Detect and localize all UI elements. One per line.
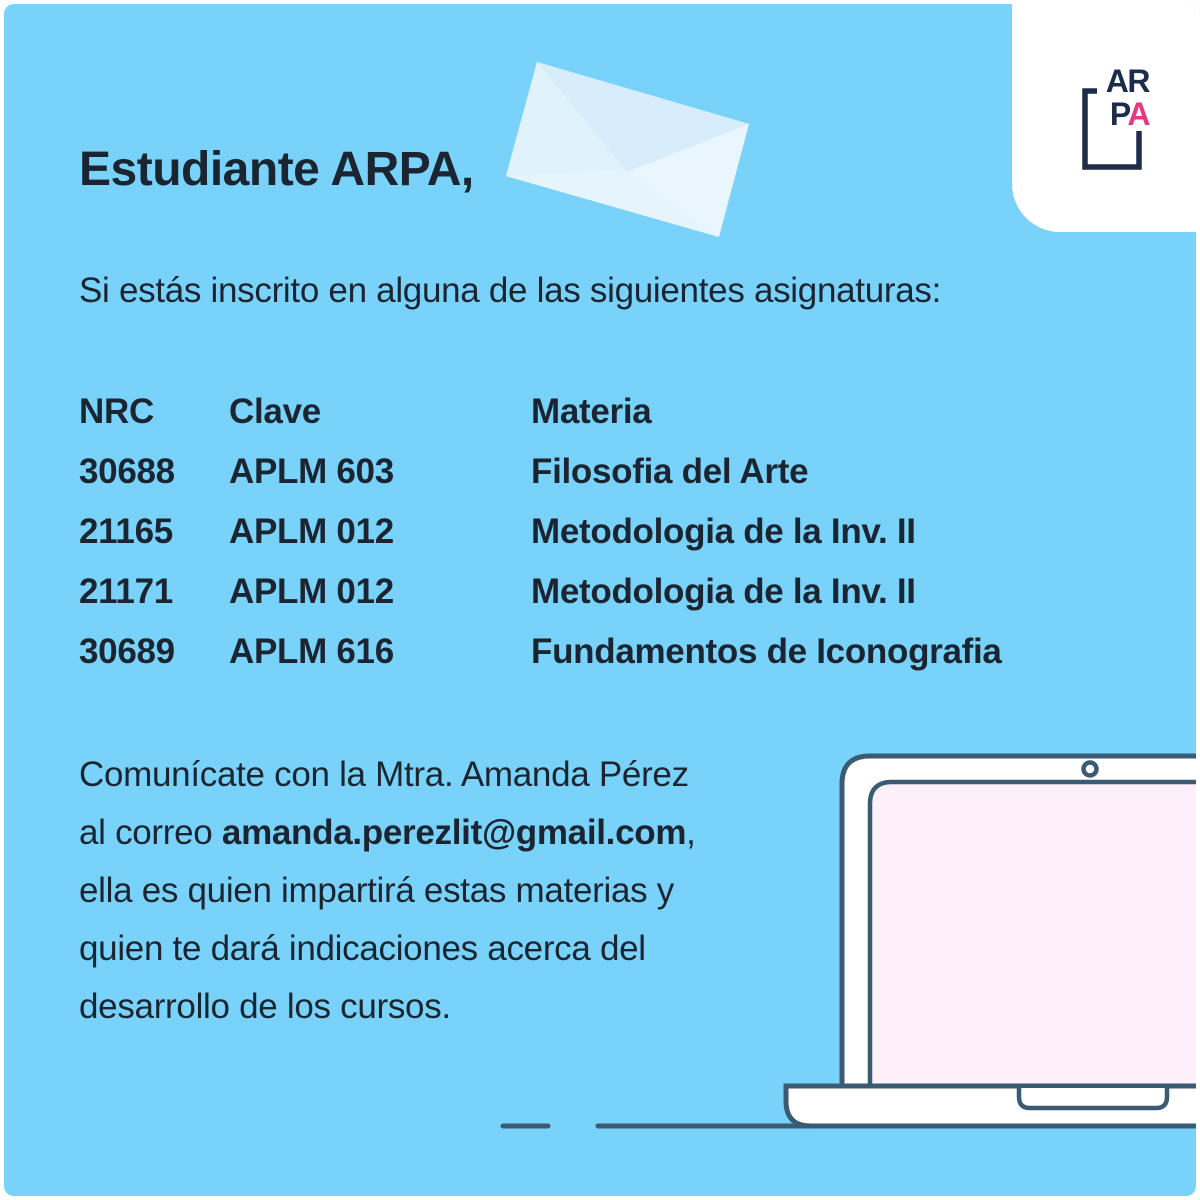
table-cell: 30689	[79, 632, 175, 671]
table-cell: APLM 616	[229, 632, 394, 671]
table-header-cell: Clave	[229, 392, 321, 431]
table-header-row	[79, 382, 1079, 442]
message-line2-suffix: ,	[686, 813, 696, 852]
table-cell: 21165	[79, 512, 173, 551]
table-cell: Metodologia de la Inv. II	[531, 572, 916, 611]
table-cell: APLM 012	[229, 572, 394, 611]
table-cell: 30688	[79, 452, 175, 491]
arpa-logo	[1072, 56, 1158, 176]
table-header-cell: Materia	[531, 392, 652, 431]
course-table	[79, 382, 1079, 682]
table-row	[79, 502, 1079, 562]
table-cell: APLM 012	[229, 512, 394, 551]
table-cell: Fundamentos de Iconografia	[531, 632, 1002, 671]
intro-text: Si estás inscrito en alguna de las siguientes asignaturas:	[79, 271, 942, 310]
table-cell: Metodologia de la Inv. II	[531, 512, 916, 551]
table-cell: 21171	[79, 572, 173, 611]
email-text: amanda.perezlit@gmail.com	[221, 813, 687, 852]
message-line2-prefix: al correo	[79, 813, 222, 852]
logo-text-line1: AR	[1105, 63, 1149, 99]
greeting-title: Estudiante ARPA,	[79, 143, 474, 196]
table-cell: APLM 603	[229, 452, 394, 491]
message-line: Comunícate con la Mtra. Amanda Pérez	[79, 755, 689, 794]
table-row	[79, 622, 1079, 682]
logo-letter-p: P	[1109, 96, 1128, 132]
logo-letter-a: A	[1127, 96, 1149, 132]
laptop-screen	[870, 782, 1196, 1086]
laptop-notch	[1019, 1088, 1167, 1108]
message-line: quien te dará indicaciones acerca del	[79, 929, 646, 968]
message-line: ella es quien impartirá estas materias y	[79, 871, 674, 910]
envelope-icon	[499, 52, 759, 247]
table-cell: Filosofia del Arte	[531, 452, 809, 491]
table-row	[79, 442, 1079, 502]
message-line: desarrollo de los cursos.	[79, 987, 451, 1026]
logo-text-line2	[1110, 96, 1150, 132]
table-header-cell: NRC	[79, 392, 154, 431]
laptop-illustration	[444, 744, 1196, 1144]
table-row	[79, 562, 1079, 622]
laptop-camera-icon	[1084, 763, 1097, 776]
flyer-card	[4, 4, 1196, 1196]
